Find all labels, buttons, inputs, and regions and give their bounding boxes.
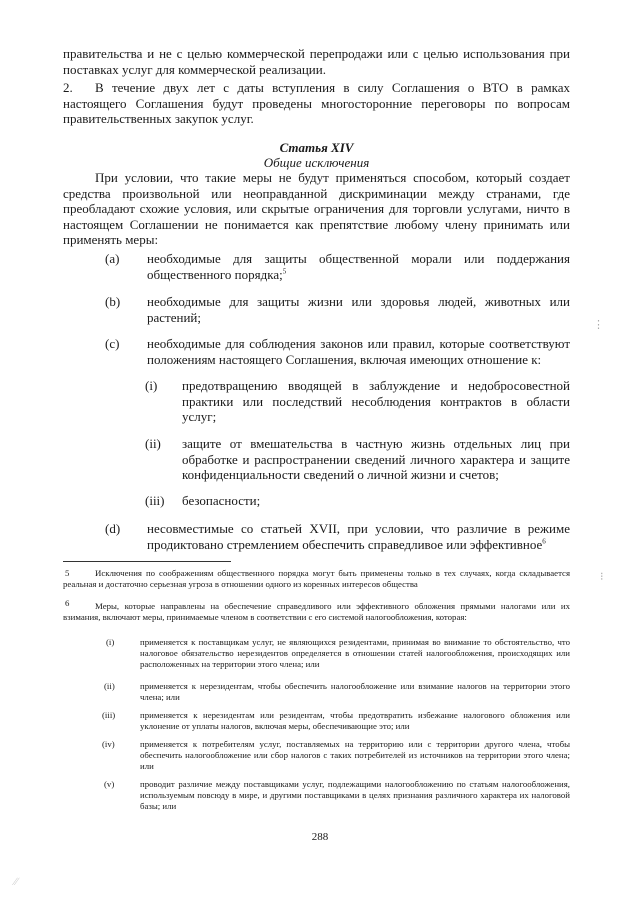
footnote-item-label: (v) <box>104 779 115 789</box>
item-text: несовместимые со статьей XVII, при условии, что различие в режиме продиктовано стремлением обеспечить справедливое или эффективное$^6$ <box>147 521 570 552</box>
footnote-item-text: применяется к потребителям услуг, поставляемых на территорию или с территории другого члена, чтобы обеспечить налогообложение или сбор налогов с таких потребителей из источников на территории этого члена; или <box>140 739 570 771</box>
subitem-label: (ii) <box>145 436 161 451</box>
footnote-item-label: (iii) <box>102 710 116 720</box>
page-number: 288 <box>311 831 329 843</box>
footnote-item-label: (ii) <box>104 681 115 691</box>
footnote-separator <box>63 561 231 562</box>
item-text: необходимые для защиты жизни или здоровья людей, животных или растений; <box>147 294 570 325</box>
item-text: необходимые для соблюдения законов или правил, которые соответствуют положениям настоящего Соглашения, включая имеющих отношение к: <box>147 336 570 367</box>
footnote-item-text: применяется к нерезидентам или резидентам, чтобы предотвратить избежание налогового обложения или уклонение от уплаты налогов, включая меры, обеспечивающие это; или <box>140 710 570 731</box>
scan-artifact: ⋮ <box>593 319 604 331</box>
subitem-label: (iii) <box>145 493 165 508</box>
item-label: (a) <box>105 251 120 266</box>
paragraph-2: В течение двух лет с даты вступления в силу Соглашения о ВТО в рамках настоящего Соглашения будут проведены многосторонние переговоры по вопросам правительственных закупок услуг. <box>63 80 570 126</box>
paragraph-number: 2. <box>63 80 73 95</box>
subitem-text: безопасности; <box>182 493 261 508</box>
article-intro: При условии, что такие меры не будут применяться способом, который создает средства произвольной или неоправданной дискриминации между странами, где преобладают схожие условия, или скрытые ограничения для торговли услугами, ничто в настоящем Соглашении не понимается как препятствие любому члену принимать или применять меры: <box>63 170 570 247</box>
subitem-label: (i) <box>145 378 158 393</box>
footnote-item-label: (iv) <box>102 739 115 749</box>
footnote-6: Меры, которые направлены на обеспечение справедливого или эффективного обложения прямыми налогами или их взимания, включают меры, принимаемые членом в соответствии с его системой налогообложения, которая: <box>63 601 570 622</box>
subitem-text: предотвращению вводящей в заблуждение и недобросовестной практики или последствий несоблюдения контрактов в области услуг; <box>182 378 570 424</box>
item-label: (b) <box>105 294 121 309</box>
article-title: Статья XIV <box>279 140 354 155</box>
scan-artifact: ⁝ <box>600 571 604 583</box>
footnote-item-text: применяется к поставщикам услуг, не являющихся резидентами, принимая во внимание то обстоятельство, что налоговое обязательство нерезидентов определяется в отношении статей налогообложения, происходящих или расположенных на территории этого члена; или <box>140 637 570 669</box>
item-label: (d) <box>105 521 121 536</box>
footnote-item-label: (i) <box>106 637 115 647</box>
subitem-text: защите от вмешательства в частную жизнь отдельных лиц при обработке и распространении сведений личного характера и защите конфиденциальности сведений о личной жизни и счетов; <box>182 436 570 482</box>
scan-artifact: ∕∕ <box>14 876 18 888</box>
article-subtitle: Общие исключения <box>263 155 370 170</box>
item-label: (c) <box>105 336 120 351</box>
item-text: необходимые для защиты общественной морали или поддержания общественного порядка;$^5$ <box>147 251 570 282</box>
paragraph-continuation: правительства и не с целью коммерческой перепродажи или с целью использования при поставках услуг для коммерческой реализации. <box>63 46 570 77</box>
footnote-number: 6 <box>65 598 70 608</box>
footnote-number: 5 <box>65 568 70 578</box>
footnote-item-text: проводит различие между поставщиками услуг, подлежащими налогообложению по статьям налогообложения, используемым повсюду в мире, и другими поставщиками в целях признания различного характера их налоговой базы; или <box>140 779 570 811</box>
footnote-5: Исключения по соображениям общественного порядка могут быть применены только в тех случаях, когда складывается реальная и достаточно серьезная угроза в отношении одного из коренных интересов общества <box>63 568 570 589</box>
footnote-item-text: применяется к нерезидентам, чтобы обеспечить налогообложение или взимание налогов на территории этого члена; или <box>140 681 570 702</box>
